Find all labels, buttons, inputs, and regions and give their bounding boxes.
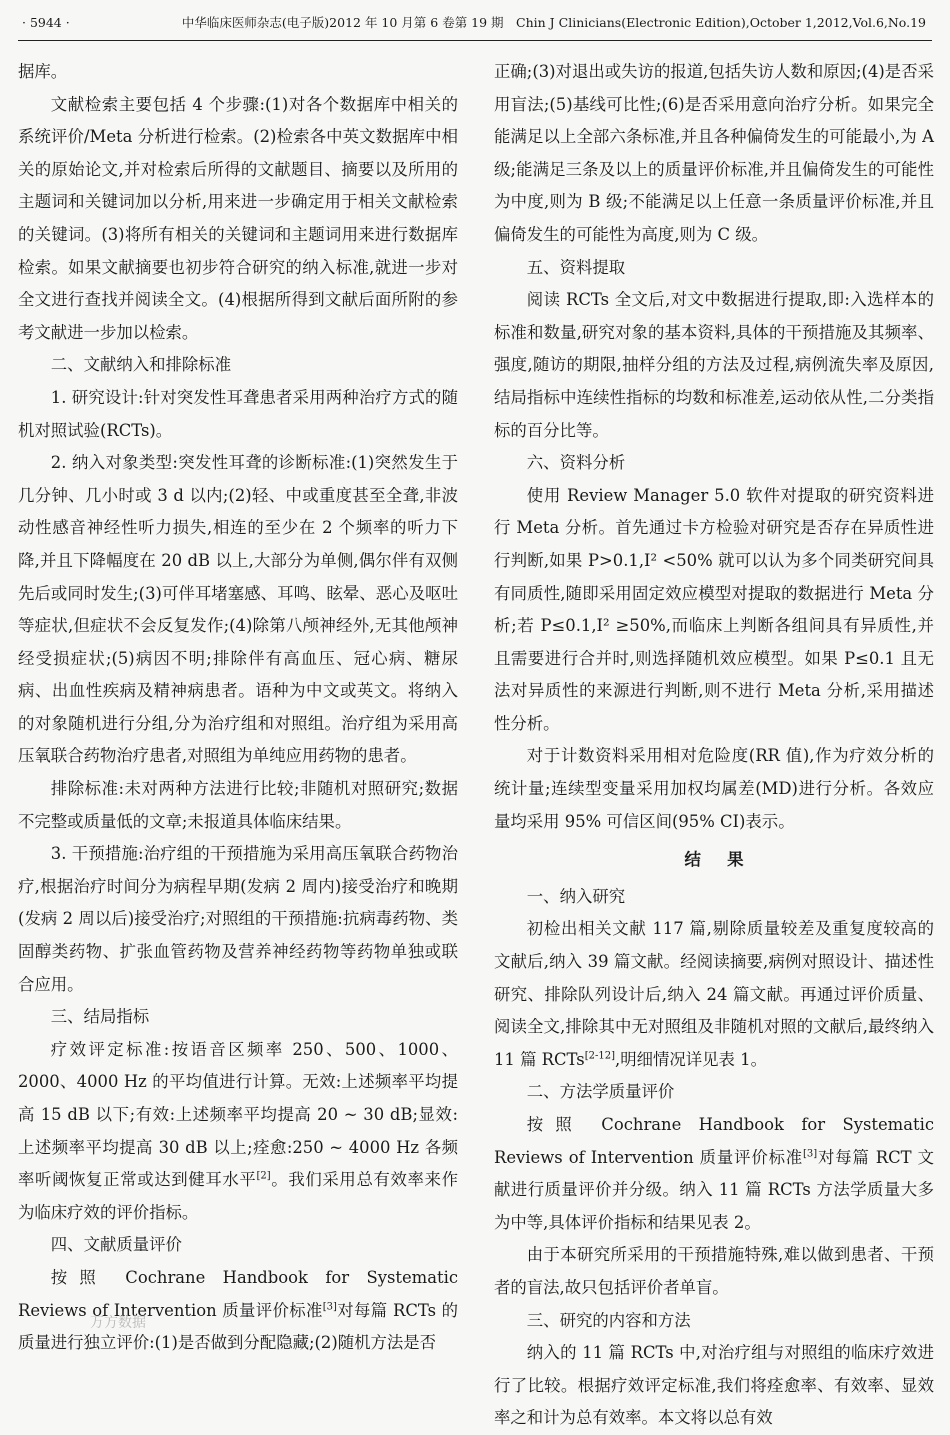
paragraph-text: 。我们采用总有效率来作为临床疗效的评价指标。 [18,1170,459,1222]
watermark: 万方数据 [90,1315,146,1331]
paragraph-text: 疗效评定标准:按语音区频率 250、500、1000、2000、4000 Hz 的平均值进行计算。无效:上述频率平均提高 15 dB 以下;有效:上述频率平均提高 20 ~ 30 dB;显效:上述频率平均提高 30 dB 以上;痊愈:250 ~ 4000 Hz 各频率听阈恢复正常或达到健耳水平 [18,1039,458,1190]
paragraph: 据库。 [18,62,68,81]
paragraph [494,913,934,1076]
paragraph: 对于计数资料采用相对危险度(RR 值),作为疗效分析的统计量;连续型变量采用加权均属差(MD)进行分析。各效应量均采用 95% 可信区间(95% CI)表示。 [494,746,934,831]
section-heading: 二、方法学质量评价 [526,1082,675,1102]
paragraph-text: 按照 Cochrane Handbook for Systematic Reviews of Intervention 质量评价标准 [494,1115,934,1167]
paragraph-text: ,明细情况详见表 1。 [614,1049,767,1069]
section-heading: 三、结局指标 [50,1007,150,1027]
section-heading: 三、研究的内容和方法 [526,1310,691,1330]
paragraph-text: 按照 Cochrane Handbook for Systematic Reviews of Intervention 质量评价标准 [18,1267,458,1320]
paragraph [18,1034,458,1230]
citation-ref: [3] [803,1148,818,1160]
section-heading: 二、文献纳入和排除标准 [50,355,232,375]
citation-ref: [3] [322,1301,337,1313]
paragraph: 2. 纳入对象类型:突发性耳聋的诊断标准:(1)突然发生于几分钟、几小时或 3 d 以内;(2)轻、中或重度甚至全聋,非波动性感音神经性听力损失,相连的至少在 2 个频率的听力下降,并且下降幅度在 20 dB 以上,大部分为单侧,偶尔伴有双侧先后或同时发生;(3)可伴耳堵塞感、耳鸣、眩晕、恶心及呕吐等症状,但症状不会反复发作;(4)除第八颅神经外,无其他颅神经受损症状;(5)病因不明;排除伴有高血压、冠心病、糖尿病、出血性疾病及精神病患者。语种为中文或英文。将纳入的对象随机进行分组,分为治疗组和对照组。治疗组为采用高压氧联合药物治疗患者,对照组为单纯应用药物的患者。 [18,453,458,766]
paragraph-text: 对每篇 RCTs 的质量进行独立评价:(1)是否做到分配隐藏;(2)随机方法是否 [18,1300,459,1353]
results-heading: 结果 [684,850,770,870]
paragraph: 3. 干预措施:治疗组的干预措施为采用高压氧联合药物治疗,根据治疗时间分为病程早期(发病 2 周内)接受治疗和晚期(发病 2 周以后)接受治疗;对照组的干预措施:抗病毒药物、类固醇类药物、扩张血管药物及营养神经药物等药物单独或联合应用。 [18,844,458,994]
paragraph: 由于本研究所采用的干预措施特殊,难以做到患者、干预者的盲法,故只包括评价者单盲。 [494,1245,934,1297]
paragraph: 使用 Review Manager 5.0 软件对提取的研究资料进行 Meta 分析。首先通过卡方检验对研究是否存在异质性进行判断,如果 P>0.1,I² <50% 就可以认为多个同类研究间具有同质性,随即采用固定效应模型对提取的数据进行 Meta 分析;若 P≤0.1,I² ≥50%,而临床上判断各组间具有异质性,并且需要进行合并时,则选择随机效应模型。如果 P≤0.1 且无法对异质性的来源进行判断,则不进行 Meta 分析,采用描述性分析。 [494,485,934,733]
page-number: · 5944 · [22,15,70,30]
paragraph: 纳入的 11 篇 RCTs 中,对治疗组与对照组的临床疗效进行了比较。根据疗效评定标准,我们将痊愈率、有效率、显效率之和计为总有效率。本文将以总有效 [494,1343,934,1428]
left-column [18,56,458,1360]
paragraph: 文献检索主要包括 4 个步骤:(1)对各个数据库中相关的系统评价/Meta 分析进行检索。(2)检索各中英文数据库中相关的原始论文,并对检索后所得的文献题目、摘要以及所用的主题词和关键词加以分析,用来进一步确定用于相关文献检索的关键词。(3)将所有相关的关键词和主题词用来进行数据库检索。如果文献摘要也初步符合研究的纳入标准,就进一步对全文进行查找并阅读全文。(4)根据所得到文献后面所附的参考文献进一步加以检索。 [18,94,458,342]
citation-ref: [2] [256,1170,271,1182]
section-heading: 四、文献质量评价 [50,1235,182,1255]
citation-ref: [2-12] [584,1050,615,1062]
paragraph: 1. 研究设计:针对突发性耳聋患者采用两种治疗方式的随机对照试验(RCTs)。 [18,387,458,440]
paragraph: 阅读 RCTs 全文后,对文中数据进行提取,即:入选样本的标准和数量,研究对象的基本资料,具体的干预措施及其频率、强度,随访的期限,抽样分组的方法及过程,病例流失率及原因,结局指标中连续性指标的均数和标准差,运动依从性,二分类指标的百分比等。 [494,290,934,440]
paragraph [494,1109,934,1239]
journal-citation: 中华临床医师杂志(电子版)2012 年 10 月第 6 卷第 19 期 Chin J Clinicians(Electronic Edition),October 1,2012,Vol.6,No.19 [181,15,926,30]
paragraph: 正确;(3)对退出或失访的报道,包括失访人数和原因;(4)是否采用盲法;(5)基线可比性;(6)是否采用意向治疗分析。如果完全能满足以上全部六条标准,并且各种偏倚发生的可能最小,为 A 级;能满足三条及以上的质量评价标准,并且偏倚发生的可能性为中度,则为 B 级;不能满足以上任意一条质量评价标准,并且偏倚发生的可能性为高度,则为 C 级。 [494,62,934,244]
paragraph: 排除标准:未对两种方法进行比较;非随机对照研究;数据不完整或质量低的文章;未报道具体临床结果。 [18,779,458,831]
paragraph-text: 对每篇 RCT 文献进行质量评价并分级。纳入 11 篇 RCTs 方法学质量大多为中等,具体评价指标和结果见表 2。 [494,1147,934,1232]
section-heading: 一、纳入研究 [526,886,626,906]
paragraph [18,1262,458,1360]
section-heading: 六、资料分析 [526,453,626,473]
section-heading: 五、资料提取 [526,257,626,277]
paragraph-text: 初检出相关文献 117 篇,剔除质量较差及重复度较高的文献后,纳入 39 篇文献。经阅读摘要,病例对照设计、描述性研究、排除队列设计后,纳入 24 篇文献。再通过评价质量、阅读全文,排除其中无对照组及非随机对照的文献后,最终纳入 11 篇 RCTs [494,919,934,1069]
right-column [494,56,934,1435]
running-header [18,6,932,41]
